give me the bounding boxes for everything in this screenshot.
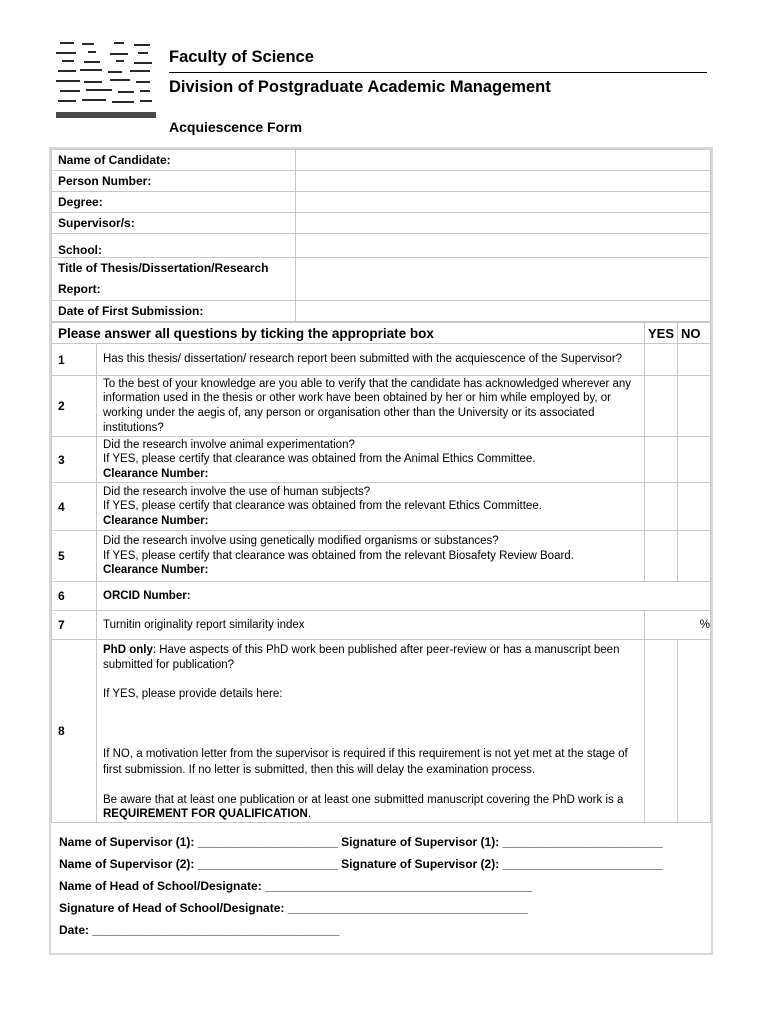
question-number: 7 — [52, 611, 97, 640]
supervisor-1-signature-line[interactable]: Name of Supervisor (1): _____________________ Signature of Supervisor (1): ________________________ — [59, 834, 663, 849]
q8-paragraph-1 — [103, 643, 638, 672]
q8-requirement-text: Be aware that at least one publication or at least one submitted manuscript covering the PhD work is a — [103, 793, 624, 806]
q3-yes-checkbox[interactable] — [645, 437, 678, 483]
q4-clearance-label: Clearance Number: — [103, 514, 209, 527]
question-number: 8 — [52, 640, 97, 823]
q4-line2: If YES, please certify that clearance was obtained from the relevant Ethics Committee. — [103, 500, 542, 513]
q8-paragraph-4 — [103, 793, 638, 822]
question-number: 2 — [52, 376, 97, 437]
candidate-name-label: Name of Candidate: — [52, 150, 296, 171]
question-number: 1 — [52, 344, 97, 376]
q3-line2: If YES, please certify that clearance was obtained from the Animal Ethics Committee. — [103, 453, 536, 466]
first-submission-date-label: Date of First Submission: — [52, 301, 296, 322]
phd-only-label: PhD only — [103, 644, 153, 656]
degree-label: Degree: — [52, 192, 296, 213]
q3-no-checkbox[interactable] — [678, 437, 711, 483]
first-submission-date-field[interactable] — [296, 301, 711, 322]
question-1-text: Has this thesis/ dissertation/ research report been submitted with the acquiescence of the Supervisor? — [97, 344, 645, 376]
turnitin-label: Turnitin originality report similarity index — [97, 611, 645, 640]
turnitin-index-field[interactable] — [645, 611, 711, 640]
q8-paragraph-3: If NO, a motivation letter from the supervisor is required if this requirement is not yet met at the stage of first submission. If no letter is submitted, then this will delay the examination process. — [103, 747, 628, 776]
degree-field[interactable] — [296, 192, 711, 213]
q5-line2: If YES, please certify that clearance was obtained from the relevant Biosafety Review Board. — [103, 549, 574, 562]
yes-column-header: YES — [645, 323, 678, 344]
person-number-label: Person Number: — [52, 171, 296, 192]
school-field[interactable] — [296, 234, 711, 258]
q3-clearance-label: Clearance Number: — [103, 467, 209, 480]
supervisors-field[interactable] — [296, 213, 711, 234]
q1-no-checkbox[interactable] — [678, 344, 711, 376]
q8-question: : Have aspects of this PhD work been published after peer-review or has a manuscript been submitted for publication? — [103, 644, 620, 671]
university-logo-image — [54, 38, 158, 122]
q5-line1: Did the research involve using genetically modified organisms or substances? — [103, 535, 499, 548]
q8-requirement-bold: REQUIREMENT FOR QUALIFICATION — [103, 808, 308, 821]
division-title: Division of Postgraduate Academic Management — [169, 78, 551, 96]
q8-paragraph-2: If YES, please provide details here: — [103, 688, 283, 701]
acquiescence-form — [49, 147, 713, 955]
q1-yes-checkbox[interactable] — [645, 344, 678, 376]
q3-line1: Did the research involve animal experimentation? — [103, 438, 355, 451]
questions-table — [51, 322, 711, 823]
thesis-title-label-line2: Report: — [58, 282, 101, 296]
q4-no-checkbox[interactable] — [678, 483, 711, 531]
question-number: 6 — [52, 582, 97, 611]
q2-no-checkbox[interactable] — [678, 376, 711, 437]
thesis-title-label — [52, 258, 296, 301]
q5-no-checkbox[interactable] — [678, 531, 711, 582]
instruction-heading: Please answer all questions by ticking the appropriate box — [52, 323, 645, 344]
q8-yes-checkbox[interactable] — [645, 640, 678, 823]
supervisor-2-signature-line[interactable]: Name of Supervisor (2): _____________________ Signature of Supervisor (2): ________________________ — [59, 856, 663, 871]
form-title: Acquiescence Form — [169, 119, 303, 135]
q2-yes-checkbox[interactable] — [645, 376, 678, 437]
question-2-text: To the best of your knowledge are you able to verify that the candidate has acknowledged wherever any information used in the thesis or other work have been obtained by her or him while employed by, or working under the aegis of, any person or organisation other than the University or its associated institutions? — [97, 376, 645, 437]
supervisors-label: Supervisor/s: — [52, 213, 296, 234]
question-5-text — [97, 531, 645, 582]
date-line[interactable]: Date: _____________________________________ — [59, 922, 340, 937]
school-label: School: — [52, 234, 296, 258]
candidate-name-field[interactable] — [296, 150, 711, 171]
thesis-title-field[interactable] — [296, 258, 711, 301]
question-8-text — [97, 640, 645, 823]
q8-requirement-end: . — [307, 808, 312, 821]
question-4-text — [97, 483, 645, 531]
head-of-school-signature-line[interactable]: Signature of Head of School/Designate: ____________________________________ — [59, 900, 528, 915]
faculty-title: Faculty of Science — [169, 48, 314, 66]
signature-block — [51, 823, 711, 941]
q5-yes-checkbox[interactable] — [645, 531, 678, 582]
q5-clearance-label: Clearance Number: — [103, 564, 209, 577]
q4-yes-checkbox[interactable] — [645, 483, 678, 531]
percent-unit: % — [699, 619, 710, 631]
orcid-field[interactable]: ORCID Number: — [97, 582, 711, 611]
header-rule — [169, 72, 707, 73]
thesis-title-label-line1: Title of Thesis/Dissertation/Research — [58, 261, 269, 275]
person-number-field[interactable] — [296, 171, 711, 192]
question-number: 3 — [52, 437, 97, 483]
question-number: 4 — [52, 483, 97, 531]
q8-no-checkbox[interactable] — [678, 640, 711, 823]
question-3-text — [97, 437, 645, 483]
head-of-school-name-line[interactable]: Name of Head of School/Designate: ________________________________________ — [59, 878, 532, 893]
candidate-table — [51, 149, 711, 322]
question-number: 5 — [52, 531, 97, 582]
q4-line1: Did the research involve the use of human subjects? — [103, 485, 371, 498]
no-column-header: NO — [678, 323, 711, 344]
